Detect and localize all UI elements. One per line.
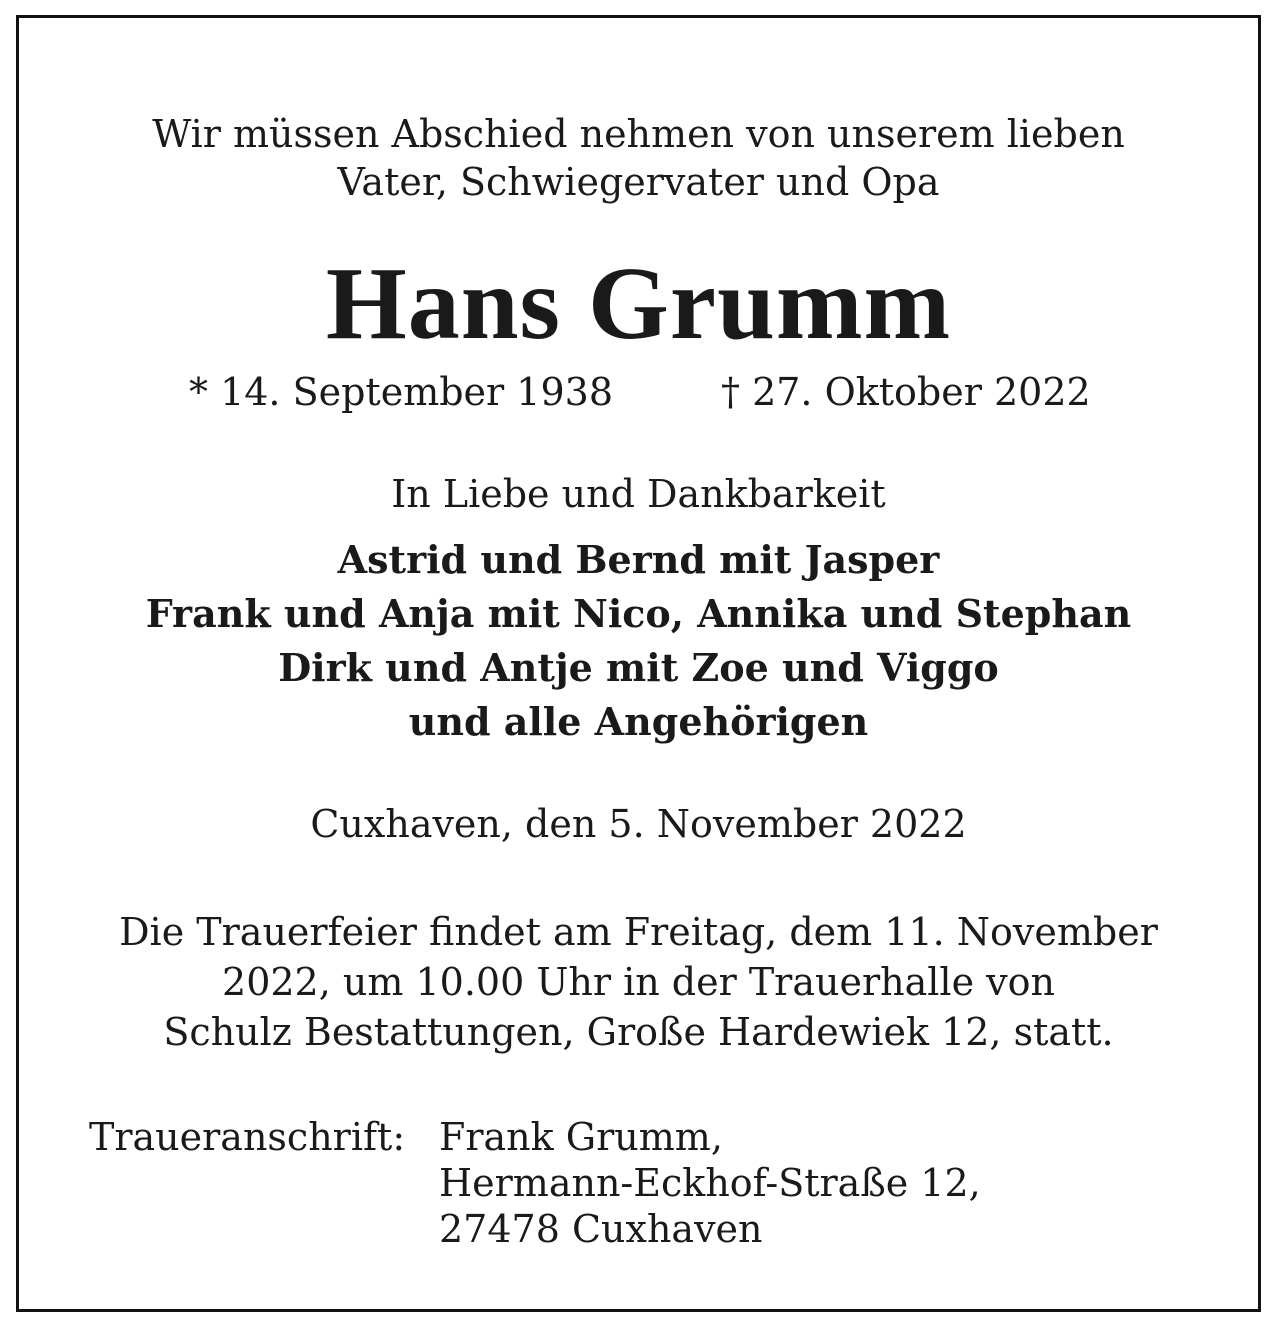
mourner-line: Dirk und Antje mit Zoe und Viggo — [278, 645, 999, 690]
intro-line-1: Wir müssen Abschied nehmen von unserem lieben — [152, 112, 1125, 156]
place-date: Cuxhaven, den 5. November 2022 — [310, 802, 967, 846]
address-line: Frank Grumm, — [439, 1115, 723, 1159]
intro-line-2: Vater, Schwiegervater und Opa — [337, 160, 940, 204]
deceased-name: Hans Grumm — [325, 246, 952, 361]
death-date: † 27. Oktober 2022 — [721, 370, 1091, 414]
address-line: 27478 Cuxhaven — [439, 1207, 763, 1251]
life-dates — [19, 368, 1258, 416]
address-label: Traueranschrift: — [89, 1115, 406, 1159]
mourner-line: Frank und Anja mit Nico, Annika und Stephan — [145, 591, 1132, 636]
mourner-line: und alle Angehörigen — [408, 699, 869, 744]
birth-date: * 14. September 1938 — [189, 370, 613, 414]
address-block — [439, 1114, 981, 1252]
service-line-2: 2022, um 10.00 Uhr in der Trauerhalle von — [222, 960, 1055, 1004]
mourner-line: Astrid und Bernd mit Jasper — [337, 537, 940, 582]
obituary-notice — [16, 15, 1261, 1312]
service-line-1: Die Trauerfeier findet am Freitag, dem 11. November — [119, 910, 1158, 954]
dedication: In Liebe und Dankbarkeit — [391, 472, 886, 516]
service-line-3: Schulz Bestattungen, Große Hardewiek 12, statt. — [163, 1010, 1114, 1054]
address-line: Hermann-Eckhof-Straße 12, — [439, 1161, 981, 1205]
